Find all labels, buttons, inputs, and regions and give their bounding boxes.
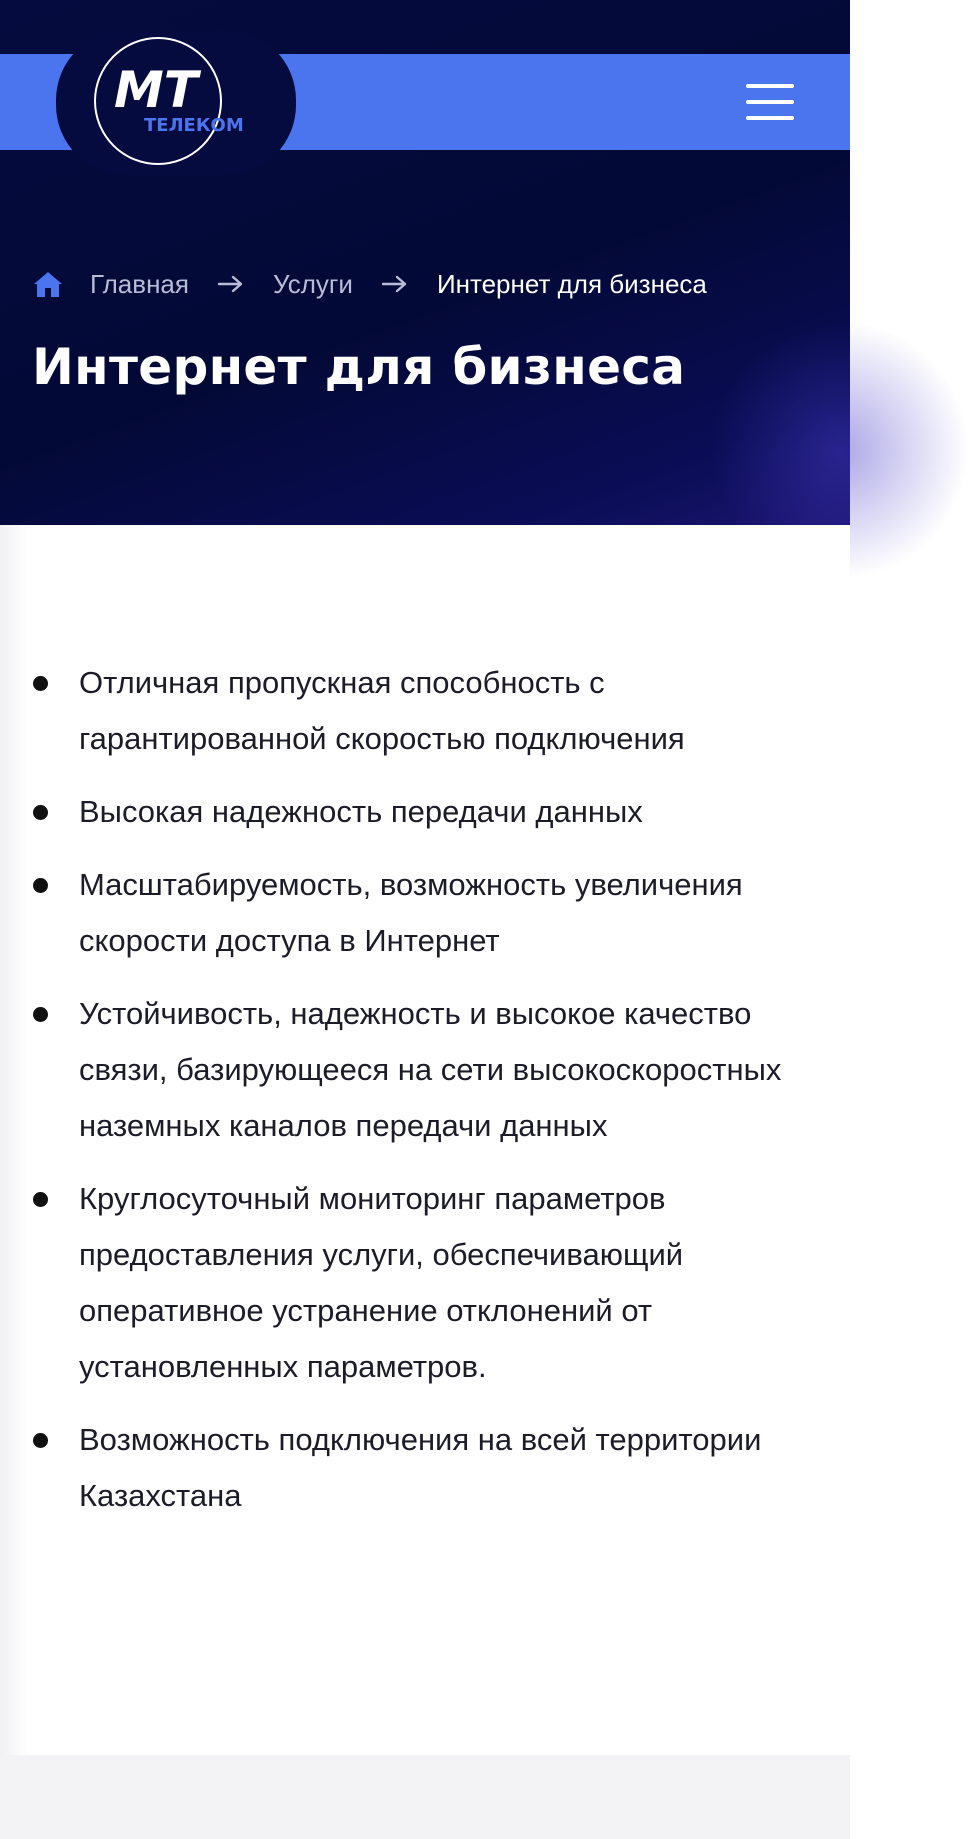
bullet-icon [33,1192,48,1207]
list-item [0,986,850,1154]
arrow-right-icon [381,274,409,294]
hero-section [0,0,850,525]
breadcrumb [32,264,707,304]
arrow-right-icon [217,274,245,294]
footer-strip [0,1755,850,1839]
bullet-icon [33,1007,48,1022]
feature-list [0,655,850,1541]
list-item [0,1412,850,1524]
breadcrumb-item-services[interactable]: Услуги [272,268,353,299]
hamburger-menu-icon[interactable] [746,80,796,124]
bullet-icon [33,1433,48,1448]
list-item [0,784,850,840]
feature-text: Высокая надежность передачи данных [79,794,643,829]
bullet-icon [33,805,48,820]
list-item [0,655,850,767]
bullet-icon [33,878,48,893]
feature-text: Отличная пропускная способность с гарантированной скоростью подключения [79,665,685,756]
feature-text: Устойчивость, надежность и высокое качество связи, базирующееся на сети высокоскоростных наземных каналов передачи данных [79,996,782,1143]
home-icon[interactable] [32,268,64,300]
feature-text: Возможность подключения на всей территории Казахстана [79,1422,762,1513]
breadcrumb-current: Интернет для бизнеса [436,268,707,299]
breadcrumb-item-home[interactable]: Главная [90,268,189,299]
main-content [0,525,850,1755]
page-title: Интернет для бизнеса [32,338,686,396]
feature-text: Масштабируемость, возможность увеличения скорости доступа в Интернет [79,867,743,958]
list-item [0,1171,850,1395]
feature-text: Круглосуточный мониторинг параметров предоставления услуги, обеспечивающий оперативное устранение отклонений от установленных параметров. [79,1181,684,1384]
logo-text: ТЕЛЕКОМ [144,115,244,136]
list-item [0,857,850,969]
logo-mark: МТ [114,61,198,119]
mt-telecom-logo [94,37,244,165]
bullet-icon [33,676,48,691]
